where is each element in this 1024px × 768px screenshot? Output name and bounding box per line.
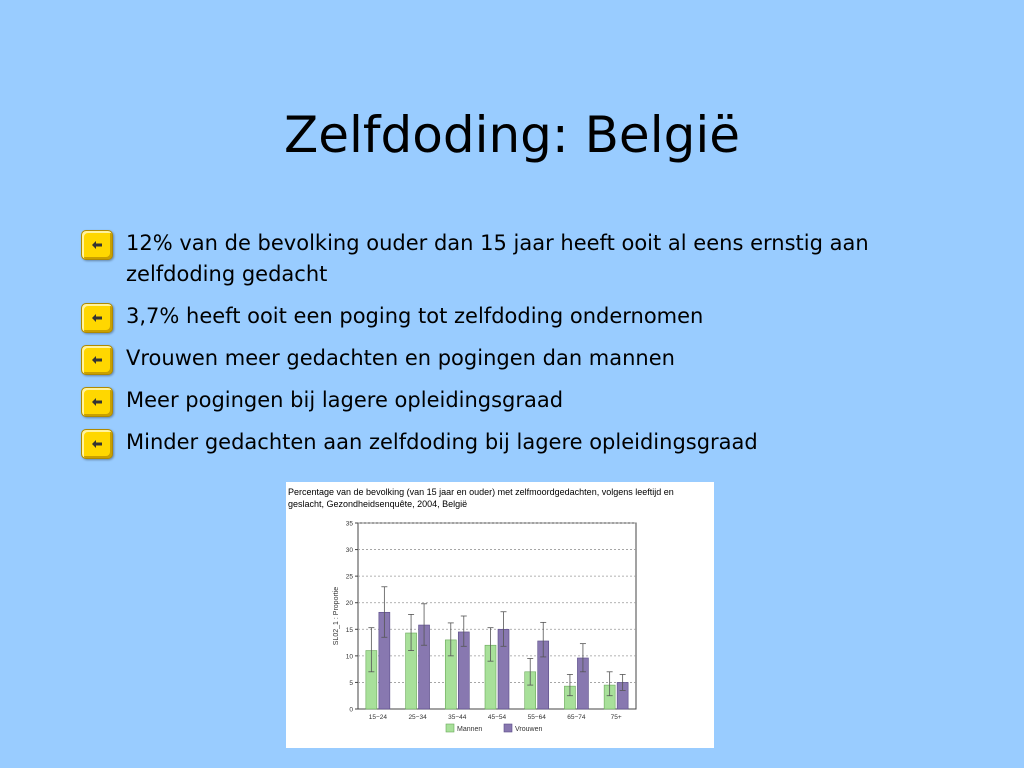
bullet-text: 12% van de bevolking ouder dan 15 jaar heeft ooit al eens ernstig aan zelfdoding gedacht <box>126 231 869 286</box>
bullet-text: Meer pogingen bij lagere opleidingsgraad <box>126 388 564 412</box>
bullet-text: Vrouwen meer gedachten en pogingen dan mannen <box>126 346 675 370</box>
bullet-item <box>80 385 960 416</box>
legend-swatch <box>446 724 454 732</box>
bullet-item <box>80 228 960 290</box>
y-tick-label: 20 <box>345 600 353 608</box>
y-tick-label: 5 <box>349 679 353 687</box>
x-tick-label: 75+ <box>610 714 622 721</box>
bullet-item <box>80 301 960 332</box>
bar-chart <box>286 482 714 748</box>
legend-swatch <box>504 724 512 732</box>
x-tick-label: 65−74 <box>567 714 586 721</box>
y-tick-label: 15 <box>345 626 353 634</box>
arrow-left-icon <box>81 230 113 260</box>
slide-title: Zelfdoding: België <box>284 106 740 164</box>
x-tick-label: 15−24 <box>368 714 387 721</box>
arrow-left-icon <box>81 387 113 417</box>
bullet-text: 3,7% heeft ooit een poging tot zelfdoding ondernomen <box>126 304 704 328</box>
y-tick-label: 25 <box>345 573 353 581</box>
y-tick-label: 0 <box>349 706 353 714</box>
x-tick-label: 35−44 <box>448 714 467 721</box>
legend-label: Mannen <box>457 726 483 733</box>
x-tick-label: 45−54 <box>487 714 507 721</box>
plot-frame <box>358 523 636 709</box>
chart-title: Percentage van de bevolking (van 15 jaar en ouder) met zelfmoordgedachten, volgens leeftijd en geslacht, Gezondheidsenquête, 2004, België <box>288 487 674 509</box>
y-tick-label: 35 <box>345 520 353 528</box>
arrow-left-icon <box>81 303 113 333</box>
bullet-item <box>80 343 960 374</box>
x-tick-label: 25−34 <box>408 714 427 721</box>
chart-figure <box>286 482 714 748</box>
arrow-left-icon <box>81 429 113 459</box>
legend-label: Vrouwen <box>515 726 543 733</box>
bullet-list <box>80 228 960 469</box>
arrow-left-icon <box>81 345 113 375</box>
x-tick-label: 55−64 <box>527 714 546 721</box>
y-tick-label: 10 <box>345 653 353 661</box>
y-tick-label: 30 <box>345 547 353 555</box>
y-axis-label: SL02_1 : Proportie <box>333 586 340 646</box>
bullet-text: Minder gedachten aan zelfdoding bij lagere opleidingsgraad <box>126 430 758 454</box>
bullet-item <box>80 427 960 458</box>
